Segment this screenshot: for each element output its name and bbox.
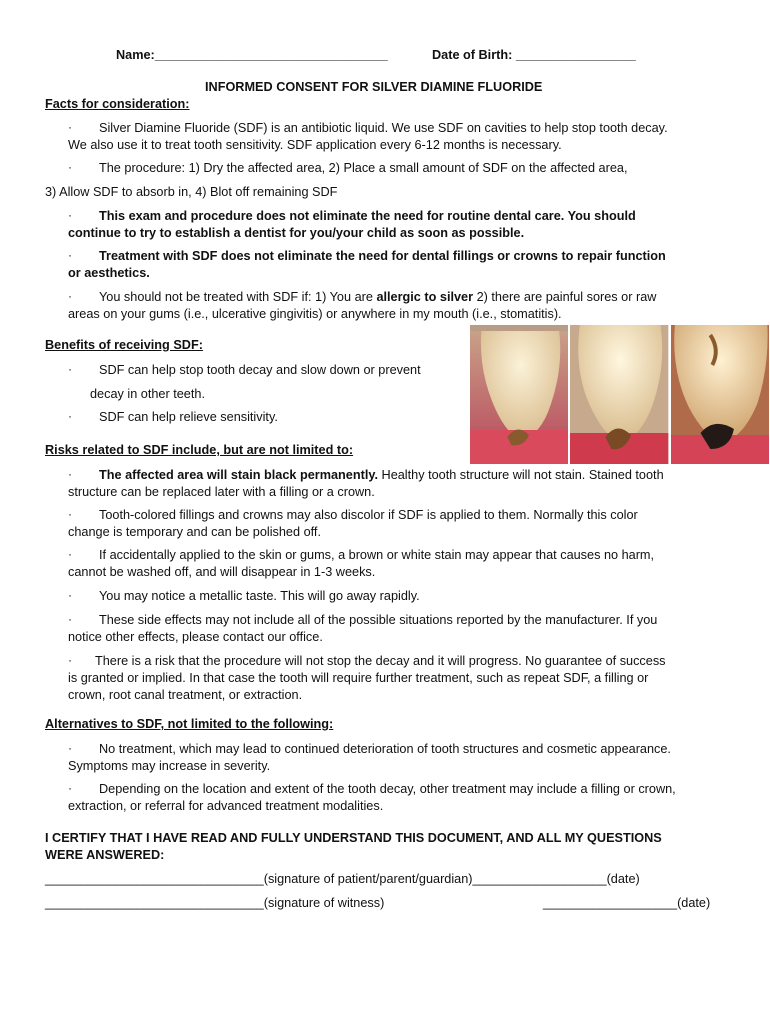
risk-1-line-2: structure can be replaced later with a filling or a crown. bbox=[68, 485, 375, 499]
certify-line-2: WERE ANSWERED: bbox=[45, 848, 165, 862]
fact-2-line-2: 3) Allow SDF to absorb in, 4) Blot off remaining SDF bbox=[45, 185, 338, 199]
fact-item-5 bbox=[68, 289, 748, 323]
risk-6-line-1: There is a risk that the procedure will not stop the decay and it will progress. No guarantee of success bbox=[95, 654, 666, 668]
fact-1-line-2: We also use it to treat tooth sensitivity. SDF application every 6-12 months is necessary. bbox=[68, 138, 562, 152]
benefit-1-line-2: decay in other teeth. bbox=[90, 387, 205, 401]
fact-item-1 bbox=[68, 120, 748, 154]
benefit-1-line-1: SDF can help stop tooth decay and slow down or prevent bbox=[99, 363, 421, 377]
facts-heading: Facts for consideration: bbox=[45, 97, 190, 111]
tooth-photos bbox=[470, 325, 769, 464]
risk-item-6 bbox=[68, 653, 758, 704]
fact-5-line-2: areas on your gums (i.e., ulcerative gingivitis) or anywhere in my mouth (i.e., stomatitis). bbox=[68, 307, 562, 321]
alternative-1-line-2: Symptoms may increase in severity. bbox=[68, 759, 271, 773]
alternative-item-2 bbox=[68, 781, 758, 815]
risk-1-text: Healthy tooth structure will not stain. Stained tooth bbox=[378, 468, 664, 482]
risk-2-line-1: Tooth-colored fillings and crowns may also discolor if SDF is applied to them. Normally this color bbox=[99, 508, 638, 522]
bullet-icon: · bbox=[68, 547, 72, 561]
fact-3-line-2: continue to try to establish a dentist for you/your child as soon as possible. bbox=[68, 226, 525, 240]
certification-statement bbox=[45, 830, 760, 864]
fact-5-text-a: You should not be treated with SDF if: 1) You are bbox=[99, 290, 377, 304]
fact-3-line-1: This exam and procedure does not eliminate the need for routine dental care. You should bbox=[99, 209, 636, 223]
tooth-photo-1 bbox=[470, 325, 568, 464]
fact-4-line-1: Treatment with SDF does not eliminate the need for dental fillings or crowns to repair function bbox=[99, 249, 666, 263]
risk-6-line-3: crown, root canal treatment, or extraction. bbox=[68, 688, 303, 702]
witness-signature-line[interactable]: _______________________________(signature of witness) bbox=[45, 896, 385, 910]
bullet-icon: · bbox=[68, 362, 72, 376]
date-of-birth-field[interactable]: Date of Birth: _________________ bbox=[432, 48, 636, 62]
tooth-photo-3 bbox=[671, 325, 769, 464]
fact-item-3 bbox=[68, 208, 748, 242]
fact-1-line-1: Silver Diamine Fluoride (SDF) is an antibiotic liquid. We use SDF on cavities to help stop tooth decay. bbox=[99, 121, 668, 135]
fact-5-text-b: 2) there are painful sores or raw bbox=[473, 290, 657, 304]
bullet-icon: · bbox=[68, 741, 72, 755]
benefit-2-line-1: SDF can help relieve sensitivity. bbox=[99, 410, 278, 424]
bullet-icon: · bbox=[68, 409, 72, 423]
bullet-icon: · bbox=[68, 160, 72, 174]
bullet-icon: · bbox=[68, 653, 72, 667]
bullet-icon: · bbox=[68, 612, 72, 626]
risk-6-line-2: is granted or implied. In that case the tooth will require further treatment, such as repeat SDF, a filling or bbox=[68, 671, 649, 685]
benefit-item-2 bbox=[68, 409, 278, 426]
name-field[interactable]: Name:_________________________________ bbox=[116, 48, 388, 62]
risk-item-5 bbox=[68, 612, 758, 646]
fact-2-line-1: The procedure: 1) Dry the affected area, 2) Place a small amount of SDF on the affected area, bbox=[99, 161, 628, 175]
risk-item-2 bbox=[68, 507, 758, 541]
risk-item-3 bbox=[68, 547, 758, 581]
risks-heading: Risks related to SDF include, but are not limited to: bbox=[45, 443, 354, 457]
bullet-icon: · bbox=[68, 289, 72, 303]
risk-1-bold: The affected area will stain black permanently. bbox=[99, 468, 378, 482]
bullet-icon: · bbox=[68, 208, 72, 222]
patient-signature-line[interactable]: _______________________________(signature of patient/parent/guardian)___________________(date) bbox=[45, 872, 640, 886]
risk-2-line-2: change is temporary and can be polished off. bbox=[68, 525, 321, 539]
risk-4-line-1: You may notice a metallic taste. This will go away rapidly. bbox=[99, 589, 420, 603]
alternative-2-line-1: Depending on the location and extent of the tooth decay, other treatment may include a filling or crown, bbox=[99, 782, 676, 796]
benefit-item-1 bbox=[68, 362, 421, 379]
fact-4-line-2: or aesthetics. bbox=[68, 266, 150, 280]
bullet-icon: · bbox=[68, 507, 72, 521]
fact-item-2 bbox=[68, 160, 748, 177]
page-title: INFORMED CONSENT FOR SILVER DIAMINE FLUORIDE bbox=[205, 80, 543, 94]
benefits-heading: Benefits of receiving SDF: bbox=[45, 338, 203, 352]
alternative-item-1 bbox=[68, 741, 758, 775]
risk-item-1 bbox=[68, 467, 758, 501]
risk-5-line-2: notice other effects, please contact our office. bbox=[68, 630, 323, 644]
tooth-photo-2 bbox=[570, 325, 668, 464]
risk-item-4 bbox=[68, 588, 758, 605]
fact-item-4 bbox=[68, 248, 748, 282]
bullet-icon: · bbox=[68, 588, 72, 602]
risk-5-line-1: These side effects may not include all of the possible situations reported by the manufacturer. If you bbox=[99, 613, 658, 627]
risk-3-line-1: If accidentally applied to the skin or gums, a brown or white stain may appear that causes no harm, bbox=[99, 548, 655, 562]
bullet-icon: · bbox=[68, 781, 72, 795]
alternative-2-line-2: extraction, or referral for advanced treatment modalities. bbox=[68, 799, 384, 813]
fact-5-allergy: allergic to silver bbox=[376, 290, 474, 304]
bullet-icon: · bbox=[68, 248, 72, 262]
certify-line-1: I CERTIFY THAT I HAVE READ AND FULLY UNDERSTAND THIS DOCUMENT, AND ALL MY QUESTIONS bbox=[45, 831, 662, 845]
witness-date-line[interactable]: ___________________(date) bbox=[543, 896, 711, 910]
alternatives-heading: Alternatives to SDF, not limited to the following: bbox=[45, 717, 334, 731]
bullet-icon: · bbox=[68, 467, 72, 481]
bullet-icon: · bbox=[68, 120, 72, 134]
risk-3-line-2: cannot be washed off, and will disappear in 1-3 weeks. bbox=[68, 565, 376, 579]
alternative-1-line-1: No treatment, which may lead to continued deterioration of tooth structures and cosmetic appearance. bbox=[99, 742, 671, 756]
